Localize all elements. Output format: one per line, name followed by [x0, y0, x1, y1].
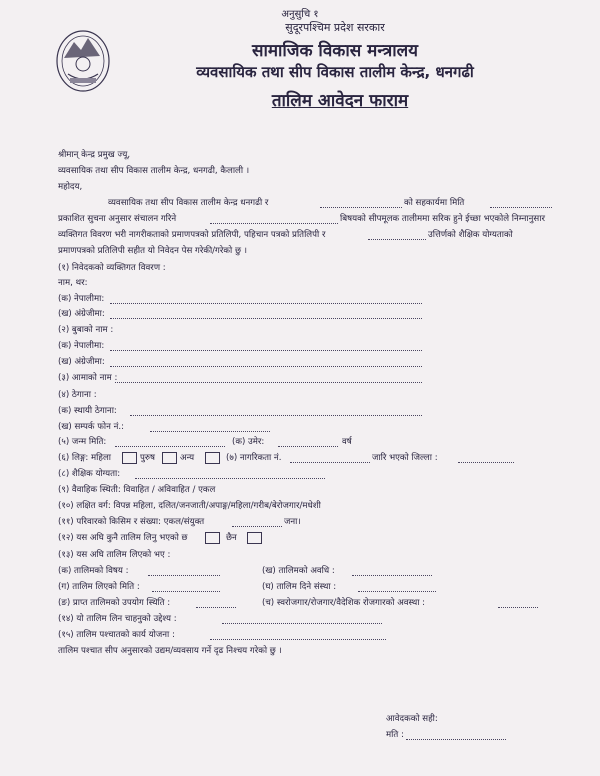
name-nepali-field[interactable]: [110, 294, 422, 304]
education-field[interactable]: [135, 469, 325, 479]
training-purpose-field[interactable]: [222, 614, 382, 624]
marital-status-label: (९) वैवाहिक स्थिती: विवाहित / अविवाहित / एकल: [58, 485, 216, 495]
action-plan-field[interactable]: [210, 630, 386, 640]
citizenship-field[interactable]: [290, 453, 370, 463]
training-use-field[interactable]: [196, 598, 236, 608]
father-nepali-label: (क) नेपालीमा:: [58, 341, 105, 351]
permanent-address-label: (क) स्थायी ठेगाना:: [58, 406, 117, 416]
age-label: (क) उमेर:: [232, 437, 265, 447]
other-checkbox[interactable]: [205, 452, 220, 464]
para-3-text-b: उत्तिर्णको शैक्षिक योग्यताको: [428, 230, 513, 240]
target-group-label: (१०) लक्षित वर्ग: विपन्न महिला, दलित/जनजाती/अपाङ्ग/महिला/गरीब/बेरोजगार/मधेशी: [58, 501, 321, 511]
name-english-field[interactable]: [110, 309, 422, 319]
prior-training-no-checkbox[interactable]: [247, 532, 262, 544]
ministry-name: सामाजिक विकास मन्त्रालय: [251, 41, 419, 61]
para-1-text-b: को सहकार्यमा मिति: [404, 198, 465, 208]
father-english-field[interactable]: [110, 357, 422, 367]
age-field[interactable]: [278, 437, 338, 447]
name-label: नाम, थर:: [58, 278, 88, 288]
training-institute-field[interactable]: [358, 582, 436, 592]
signature-label: आवेदकको सही:: [386, 714, 438, 724]
address-line-1: श्रीमान् केन्द्र प्रमुख ज्यू,: [58, 150, 131, 160]
para-1-text-a: व्यवसायिक तथा सीप विकास तालीम केन्द्र धनगढी र: [108, 198, 269, 208]
salutation: महोदय,: [58, 182, 83, 192]
education-label: (८) शैक्षिक योग्यता:: [58, 469, 121, 479]
father-nepali-field[interactable]: [110, 341, 422, 351]
employment-status-label: (च) स्वरोजगार/रोजगार/वैदेशिक रोजगारको अवस्था :: [262, 598, 426, 608]
training-duration-field[interactable]: [352, 566, 432, 576]
section-1-label: (१) निवेदकको व्यक्तिगत विवरण :: [58, 263, 166, 273]
government-name: सुदूरपश्चिम प्रदेश सरकार: [285, 21, 385, 34]
permanent-address-field[interactable]: [130, 406, 422, 416]
citizenship-label: (७) नागरिकता नं.: [226, 453, 282, 463]
training-subject-field[interactable]: [148, 566, 220, 576]
issued-district-label: जारि भएको जिल्ला :: [372, 453, 438, 463]
employment-status-field[interactable]: [498, 598, 538, 608]
contact-phone-label: (ख) सम्पर्क फोन नं.:: [58, 422, 124, 432]
action-plan-label: (१५) तालिम पश्चातको कार्य योजना :: [58, 630, 175, 640]
closing-statement: तालिम पश्चात सीप अनुसारको उद्यम/व्यवसाय गर्ने दृढ निश्चय गरेको छु ।: [58, 646, 282, 656]
male-checkbox[interactable]: [162, 452, 177, 464]
gender-label: (६) लिङ्ग: महिला: [58, 453, 112, 463]
issued-district-field[interactable]: [458, 453, 514, 463]
qualification-field[interactable]: [368, 230, 426, 240]
prior-training-yes-checkbox[interactable]: [205, 532, 220, 544]
para-3-text-a: व्यक्तिगत विवरण भरी नागरीकताको प्रमाणपत्रको प्रतिलिपी, पहिचान पत्रको प्रतिलिपी र: [58, 230, 326, 240]
birth-date-label: (५) जन्म मिति:: [58, 437, 107, 447]
other-label: अन्य: [180, 453, 195, 463]
partner-field[interactable]: [320, 198, 402, 208]
mother-field[interactable]: [115, 373, 422, 383]
prior-training-label: (१२) यस अघि कुनै तालिम लिनु भएको छ: [58, 533, 188, 543]
notice-date-field[interactable]: [490, 198, 552, 208]
para-2-text-b: बिषयको सीपमूलक तालीममा सरिक हुने ईच्छा भएकोले निम्नानुसार: [340, 214, 545, 224]
training-subject-label: (क) तालिमको विषय :: [58, 566, 129, 576]
center-name: व्यवसायिक तथा सीप विकास तालीम केन्द्र, धनगढी: [196, 63, 474, 81]
signature-date-field[interactable]: [406, 730, 506, 740]
training-institute-label: (घ) तालिम दिने संस्था :: [262, 582, 337, 592]
father-label: (२) बुबाको नाम :: [58, 325, 114, 335]
subject-field[interactable]: [210, 214, 338, 224]
annex-label: अनुसुचि १: [281, 9, 319, 20]
family-count-field[interactable]: [232, 517, 282, 527]
name-nepali-label: (क) नेपालीमा:: [58, 294, 105, 304]
family-type-label: (११) परिवारको किसिम र संख्या: एकल/संयुक्त: [58, 517, 205, 527]
address-section-label: (४) ठेगाना :: [58, 390, 97, 400]
training-duration-label: (ख) तालिमको अवधि :: [262, 566, 335, 576]
training-date-field[interactable]: [152, 582, 220, 592]
contact-phone-field[interactable]: [150, 422, 270, 432]
training-date-label: (ग) तालिम लिएको मिति :: [58, 582, 140, 592]
family-count-unit: जना।: [284, 517, 301, 527]
father-english-label: (ख) अंग्रेजीमा:: [58, 357, 105, 367]
name-english-label: (ख) अंग्रेजीमा:: [58, 309, 105, 319]
address-line-2: व्यवसायिक तथा सीप विकास तालीम केन्द्र, धनगढी, कैलाली ।: [58, 166, 250, 176]
female-checkbox[interactable]: [122, 452, 137, 464]
birth-date-field[interactable]: [115, 437, 225, 447]
male-label: पुरुष: [140, 453, 155, 463]
mother-label: (३) आमाको नाम :: [58, 373, 118, 383]
para-4-text: प्रमाणपत्रको प्रतिलिपी सहीत यो निवेदन पेस गरेकी/गरेको छु ।: [58, 246, 247, 256]
age-unit: वर्ष: [342, 437, 352, 447]
form-title: तालिम आवेदन फाराम: [271, 91, 409, 111]
training-use-label: (ङ) प्राप्त तालिमको उपयोग स्थिति :: [58, 598, 171, 608]
bleed-through-mark: [481, 381, 494, 389]
training-purpose-label: (१४) यो तालिम लिन चाहनुको उद्देश्य :: [58, 614, 177, 624]
prior-training-details-label: (१३) यस अघि तालिम लिएको भए :: [58, 550, 171, 560]
signature-date-label: मति :: [386, 730, 404, 740]
para-2-text-a: प्रकाशित सुचना अनुसार संचालन गरिने: [58, 214, 177, 224]
no-label: छैन: [226, 533, 237, 543]
